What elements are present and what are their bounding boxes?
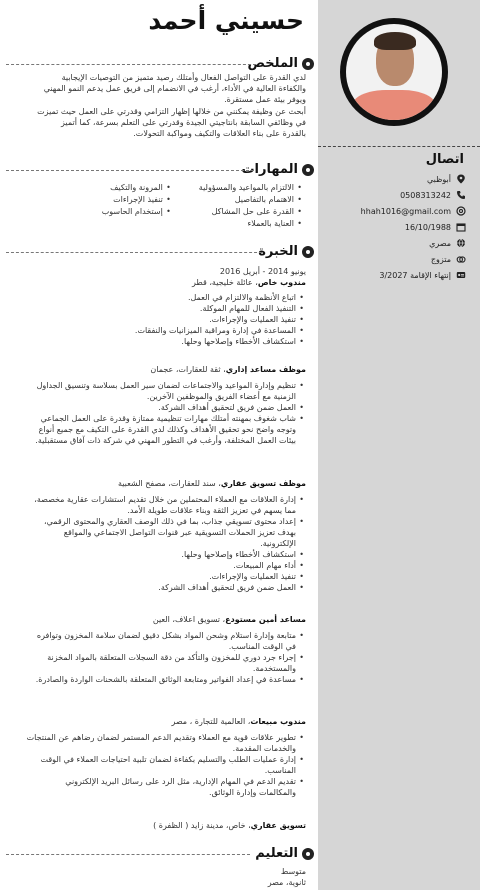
skills-title: المهارات [241, 162, 298, 177]
job5-org: ، العالمية للتجارة ، مصر [171, 717, 251, 726]
avatar-hair [374, 32, 416, 50]
summary-heading [248, 56, 314, 71]
skills-col-1 [199, 182, 304, 230]
calendar-icon [456, 222, 466, 232]
job2-title: موظف مساعد إداري [225, 365, 306, 374]
contact-email [361, 206, 466, 216]
job6-title: تسويق عقاري [250, 821, 306, 830]
job1-header [26, 277, 306, 288]
skills-rule [6, 170, 254, 171]
experience-title: الخبرة [258, 244, 298, 259]
experience-rule [6, 252, 262, 253]
candidate-name: حسيني أحمد [148, 6, 304, 35]
job1-date: يونيو 2014 - أبريل 2016 [219, 267, 306, 276]
list-item: • العمل ضمن فريق لتحقيق أهداف الشركة. [26, 582, 306, 593]
list-item: • المساعدة في إدارة ومراقبة الميزانيات والنفقات. [26, 325, 306, 336]
summary-text-2: أبحث عن وظيفة يمكنني من خلالها إظهار التزامي وقدرتي على العمل حيث تميزت في وظائفي السابقة بانتاجيتي الجيدة وقدرتي على التعلم بسرعة، كما أتميز بالقدرة على بناء العلاقات والتكيف ومواكبة التحولات. [37, 107, 306, 138]
skill-item: • الاهتمام بالتفاصيل [199, 194, 304, 206]
list-item: • شاب شغوف بمهنته أمتلك مهارات تنظيمية ممتازة وقدرة على العمل الجماعي وتوجه واضح نحو تحقيق الأهداف وكذلك لدي القدرة على التكيف مع جميع أنواع بيئات العمل المختلفة، وأرغب في التطور المهني في شركة ذات آفاق مستقبلية. [26, 413, 306, 446]
briefcase-icon [302, 246, 314, 258]
skills-list [102, 182, 304, 230]
job1-list [26, 292, 306, 347]
contact-title: اتصال [425, 152, 464, 167]
contact-city [427, 174, 466, 184]
contact-residence-text: إنتهاء الإقامة 3/2027 [379, 270, 451, 280]
job2-list [26, 380, 306, 446]
list-item: • تطوير علاقات قوية مع العملاء وتقديم الدعم المستمر لضمان رضاهم عن المنتجات والخدمات المقدمة. [26, 732, 306, 754]
contact-status-text: متزوج [430, 254, 451, 264]
id-card-icon [456, 270, 466, 280]
contact-rule [318, 146, 480, 147]
contact-residence [379, 270, 466, 280]
list-item: • إدارة العلاقات مع العملاء المحتملين من خلال تقديم استشارات عقارية مخصصة، مما يسهم في تعزيز الثقة وبناء علاقات طويلة الأمد. [26, 494, 306, 516]
job6-header [26, 820, 306, 831]
avatar-shirt [352, 90, 436, 120]
profile-photo [340, 18, 448, 126]
graduation-cap-icon [302, 848, 314, 860]
education-school: ثانوية، مصر [267, 878, 306, 887]
education-rule [6, 854, 250, 855]
job3-header [26, 478, 306, 489]
contact-nationality-text: مصري [429, 238, 451, 248]
job4-list [26, 630, 306, 685]
education-level: متوسط [280, 867, 306, 876]
list-item: • استكشاف الأخطاء وإصلاحها وحلها. [26, 336, 306, 347]
location-pin-icon [456, 174, 466, 184]
contact-phone-text: 0508313242 [400, 190, 451, 200]
contact-phone [400, 190, 466, 200]
skill-item: • الالتزام بالمواعيد والمسؤولية [199, 182, 304, 194]
avatar [346, 24, 442, 120]
job3-title: موظف تسويق عقاري [220, 479, 306, 488]
skills-col-2 [102, 182, 173, 230]
job2-org: ، ثقة للعقارات، عجمان [150, 365, 226, 374]
job2-header [26, 364, 306, 375]
contact-marital-status [431, 254, 466, 264]
education-title: التعليم [255, 846, 298, 861]
contact-nationality [429, 238, 466, 248]
list-item: • إدارة عمليات الطلب والتسليم بكفاءة لضمان تلبية احتياجات العملاء في الوقت المناسب. [26, 754, 306, 776]
globe-icon [456, 238, 466, 248]
phone-icon [456, 190, 466, 200]
summary-rule [6, 64, 256, 65]
list-item: • العمل ضمن فريق لتحقيق أهداف الشركة. [26, 402, 306, 413]
summary-title: الملخص [247, 56, 298, 71]
list-item: • تنفيذ العمليات والإجراءات. [26, 571, 306, 582]
skill-item: • المرونة والتكيف [102, 182, 173, 194]
list-item: • مساعدة في إعداد الفواتير ومتابعة الوثائق المتعلقة بالشحنات الواردة والصادرة. [26, 674, 306, 685]
job5-list [26, 732, 306, 798]
job3-list [26, 494, 306, 593]
contact-birth-text: 16/10/1988 [404, 222, 451, 232]
sidebar [318, 0, 480, 890]
list-item: • تنفيذ العمليات والإجراءات. [26, 314, 306, 325]
skills-icon [302, 164, 314, 176]
experience-heading [258, 244, 314, 259]
list-item: • التنفيذ الفعال للمهام الموكلة. [26, 303, 306, 314]
skill-item: • العناية بالعملاء [199, 218, 304, 230]
list-item: • متابعة وإدارة استلام وشحن المواد بشكل دقيق لضمان سلامة المخزون وتوافره في الوقت المناسب. [26, 630, 306, 652]
contact-email-text: hhah1016@gmail.com [360, 206, 451, 216]
contact-birthdate [405, 222, 466, 232]
summary-icon [302, 58, 314, 70]
list-item: • اتباع الأنظمة والالتزام في العمل. [26, 292, 306, 303]
job4-header [26, 614, 306, 625]
list-item: • إعداد محتوى تسويقي جذاب، بما في ذلك الوصف العقاري والمحتوى الرقمي، بهدف تعزيز الحملات التسويقية عبر قنوات التواصل الاجتماعي والمواقع الإلكترونية. [26, 516, 306, 549]
job5-header [26, 716, 306, 727]
at-sign-icon [456, 206, 466, 216]
contact-city-text: أبوظبي [426, 174, 451, 184]
list-item: • أداء مهام المبيعات. [26, 560, 306, 571]
skill-item: • تنفيذ الإجراءات [102, 194, 173, 206]
skill-item: • القدرة على حل المشاكل [199, 206, 304, 218]
list-item: • تقديم الدعم في المهام الإدارية، مثل الرد على رسائل البريد الإلكتروني والمكالمات وإدارة الوثائق. [26, 776, 306, 798]
rings-icon [456, 254, 466, 264]
job1-org: ، عائلة خليجية، قطر [191, 278, 258, 287]
job1-title: مندوب خاص [257, 278, 306, 287]
job4-title: مساعد أمين مستودع [225, 615, 306, 624]
job5-title: مندوب مبيعات [250, 717, 306, 726]
list-item: • تنظيم وإدارة المواعيد والاجتماعات لضمان سير العمل بسلاسة وتنسيق الجداول الزمنية مع أعضاء الفريق والموظفين الآخرين. [26, 380, 306, 402]
job6-org: ، خاص، مدينة زايد ( الظفرة ) [153, 821, 251, 830]
job3-org: ، سند للعقارات، مصفح الشعبية [117, 479, 221, 488]
list-item: • استكشاف الأخطاء وإصلاحها وحلها. [26, 549, 306, 560]
summary-text-1: لدي القدرة على التواصل الفعال وأمتلك رصيد متميز من التوصيات الإيجابية والكفاءة العالية في الأداء، أرغب في الانضمام إلى فريق عمل يدعم النمو المهني ويوفر بيئة عمل مستقرة. [43, 73, 306, 104]
skill-item: • إستخدام الحاسوب [102, 206, 173, 218]
education-heading [255, 846, 314, 861]
job4-org: ، تسويق اعلاف، العين [152, 615, 226, 624]
list-item: • إجراء جرد دوري للمخزون والتأكد من دقة السجلات المتعلقة بالمواد المخزنة والمستخدمة. [26, 652, 306, 674]
